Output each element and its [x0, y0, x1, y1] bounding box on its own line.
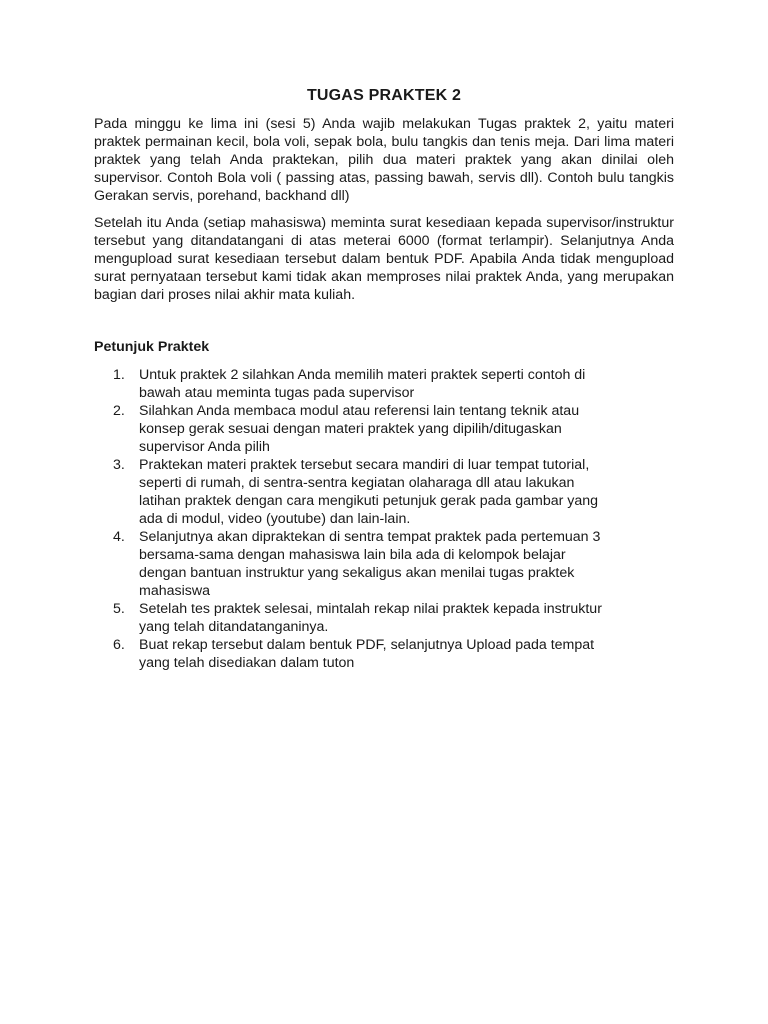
- list-item: [94, 456, 614, 528]
- list-item-text: Silahkan Anda membaca modul atau referensi lain tentang teknik atau konsep gerak sesuai dengan materi praktek yang dipilih/ditugaskan supervisor Anda pilih: [139, 403, 580, 455]
- steps-list: [94, 366, 614, 672]
- instruction-paragraph: Setelah itu Anda (setiap mahasiswa) meminta surat kesediaan kepada supervisor/instruktur tersebut yang ditandatangani di atas meterai 6000 (format terlampir). Selanjutnya Anda mengupload surat kesediaan tersebut dalam bentuk PDF. Apabila Anda tidak mengupload surat pernyataan tersebut kami tidak akan memproses nilai praktek Anda, yang merupakan bagian dari proses nilai akhir mata kuliah.: [94, 215, 674, 303]
- section-heading-petunjuk: Petunjuk Praktek: [94, 339, 210, 355]
- list-item-number: 2.: [113, 403, 125, 419]
- list-item: [94, 528, 614, 600]
- list-item-number: 3.: [113, 457, 125, 473]
- list-item-text: Selanjutnya akan dipraktekan di sentra tempat praktek pada pertemuan 3 bersama-sama dengan mahasiswa lain bila ada di kelompok belajar dengan bantuan instruktur yang sekaligus akan menilai tugas praktek mahasiswa: [139, 529, 601, 599]
- intro-paragraph: Pada minggu ke lima ini (sesi 5) Anda wajib melakukan Tugas praktek 2, yaitu materi praktek permainan kecil, bola voli, sepak bola, bulu tangkis dan tenis meja. Dari lima materi praktek yang telah Anda praktekan, pilih dua materi praktek yang akan dinilai oleh supervisor. Contoh Bola voli ( passing atas, passing bawah, servis dll). Contoh bulu tangkis Gerakan servis, porehand, backhand dll): [94, 116, 674, 204]
- list-item-text: Praktekan materi praktek tersebut secara mandiri di luar tempat tutorial, seperti di rumah, di sentra-sentra kegiatan olaharaga dll atau lakukan latihan praktek dengan cara mengikuti petunjuk gerak pada gambar yang ada di modul, video (youtube) dan lain-lain.: [139, 457, 599, 527]
- list-item-number: 5.: [113, 601, 125, 617]
- list-item: [94, 366, 614, 402]
- list-item: [94, 402, 614, 456]
- list-item-number: 6.: [113, 637, 125, 653]
- document-title: TUGAS PRAKTEK 2: [306, 87, 462, 104]
- list-item: [94, 600, 614, 636]
- list-item: [94, 636, 614, 672]
- list-item-text: Untuk praktek 2 silahkan Anda memilih materi praktek seperti contoh di bawah atau meminta tugas pada supervisor: [139, 367, 586, 401]
- document-page: [94, 86, 674, 672]
- list-item-text: Buat rekap tersebut dalam bentuk PDF, selanjutnya Upload pada tempat yang telah disediakan dalam tuton: [139, 637, 595, 671]
- list-item-number: 4.: [113, 529, 125, 545]
- list-item-number: 1.: [113, 367, 125, 383]
- list-item-text: Setelah tes praktek selesai, mintalah rekap nilai praktek kepada instruktur yang telah ditandatanganinya.: [139, 601, 602, 635]
